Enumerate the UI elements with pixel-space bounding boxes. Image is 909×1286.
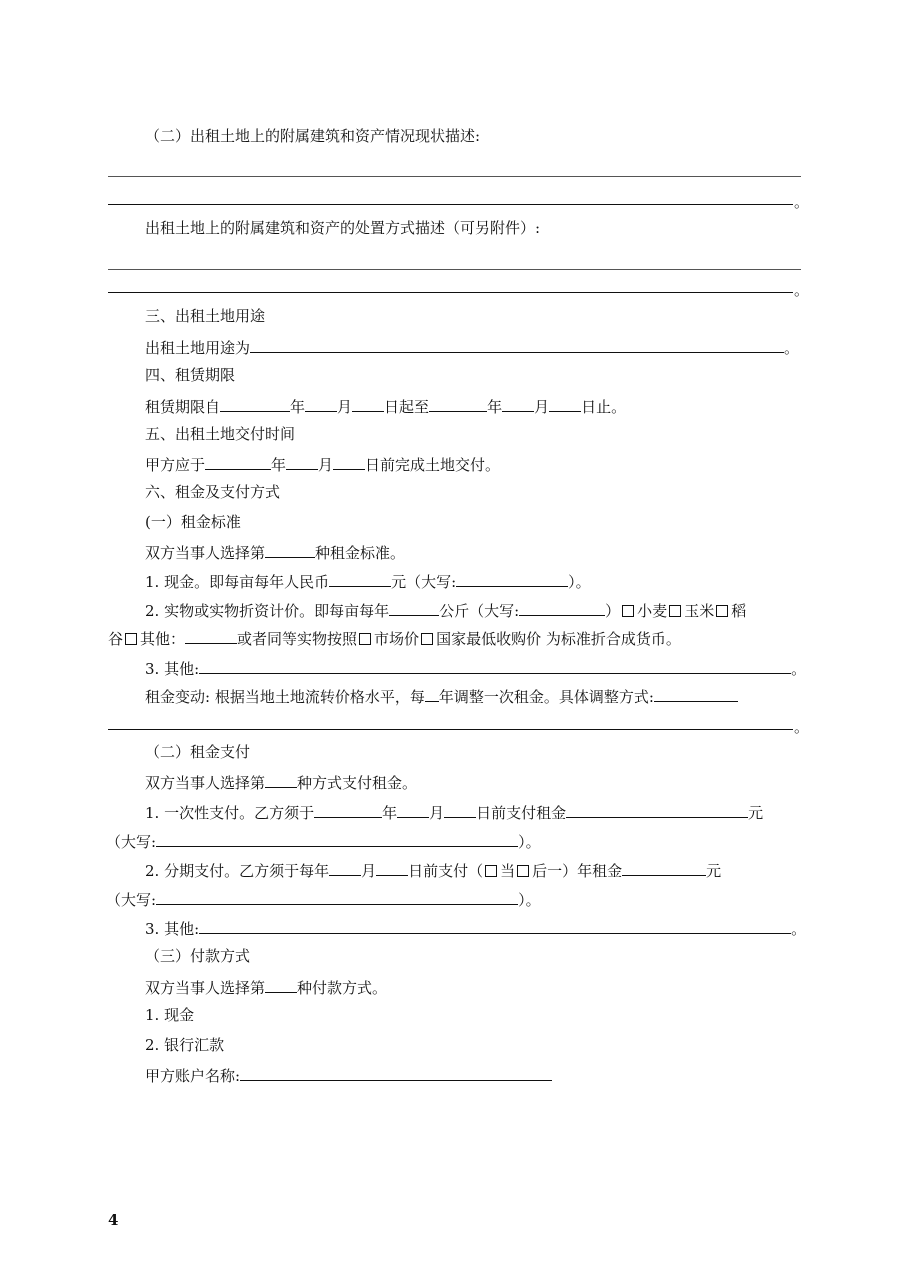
label: 或者同等实物按照 (237, 630, 358, 648)
label: ）。 (518, 891, 541, 909)
label: 租金变动: 根据当地土地流转价格水平，每 (145, 688, 425, 706)
label: 1. 现金。即每亩每年人民币 (145, 573, 330, 591)
other-payment-line (145, 917, 806, 939)
kind-amount-field[interactable] (389, 599, 439, 616)
adjust-method-field[interactable] (654, 685, 738, 702)
section-heading: （二）出租土地上的附属建筑和资产情况现状描述: (145, 127, 481, 145)
current-year-checkbox[interactable] (485, 865, 497, 877)
cash-daxie-field[interactable] (456, 570, 568, 587)
inst-amount-field[interactable] (622, 859, 706, 876)
blank-line[interactable] (108, 292, 793, 293)
cash-rent-line (145, 570, 591, 592)
delivery-day-field[interactable] (333, 453, 365, 470)
inst-daxie-field[interactable] (156, 888, 518, 905)
account-name-field[interactable] (240, 1064, 552, 1081)
delivery-year-field[interactable] (205, 453, 271, 470)
lump-sum-line (145, 801, 763, 823)
label: 国家最低收购价 为标准折合成货币。 (436, 630, 681, 648)
other-payment-field[interactable] (199, 917, 791, 934)
punctuation: 。 (791, 660, 807, 678)
other-crop-field[interactable] (185, 627, 237, 644)
installment-line (145, 859, 721, 881)
label: 3. 其他: (145, 920, 200, 938)
rice-checkbox[interactable] (716, 605, 728, 617)
label: 双方当事人选择第 (145, 979, 266, 997)
label: 稻 (731, 602, 747, 620)
lump-month-field[interactable] (397, 801, 429, 818)
account-name-line (145, 1064, 552, 1086)
label: 双方当事人选择第 (145, 774, 266, 792)
label: 月 (429, 804, 445, 822)
next-year-checkbox[interactable] (517, 865, 529, 877)
label: 公斤（大写: (439, 602, 520, 620)
lump-daxie-field[interactable] (156, 830, 518, 847)
blank-line[interactable] (108, 176, 801, 177)
lease-period-line (145, 395, 626, 417)
label: 年 (487, 398, 503, 416)
wheat-checkbox[interactable] (622, 605, 634, 617)
label: （大写: (106, 891, 157, 909)
in-kind-rent-line (145, 599, 746, 621)
label: 元（大写: (391, 573, 457, 591)
blank-line[interactable] (108, 269, 801, 270)
label: ）。 (568, 573, 591, 591)
cash-amount-field[interactable] (329, 570, 391, 587)
label: 市场价 (374, 630, 420, 648)
label: 甲方应于 (145, 456, 206, 474)
label: 玉米 (684, 602, 715, 620)
section-title: 三、出租土地用途 (145, 307, 266, 325)
label: 年 (290, 398, 306, 416)
disposal-heading: 出租土地上的附属建筑和资产的处置方式描述（可另附件）: (145, 219, 541, 237)
label: （大写: (106, 833, 157, 851)
other-crop-checkbox[interactable] (125, 633, 137, 645)
lump-amount-field[interactable] (566, 801, 748, 818)
delivery-line (145, 453, 500, 475)
label: 日前支付（ (408, 862, 484, 880)
in-kind-rent-line-cont (108, 627, 681, 649)
land-use-field[interactable] (250, 336, 784, 353)
label: 月 (337, 398, 353, 416)
label: 谷 (108, 630, 124, 648)
label: 2. 分期支付。乙方须于每年 (145, 862, 330, 880)
start-year-field[interactable] (220, 395, 290, 412)
punctuation: 。 (791, 920, 807, 938)
punctuation: 。 (794, 718, 810, 736)
payment-choice (145, 771, 417, 793)
delivery-month-field[interactable] (286, 453, 318, 470)
adjust-years-field[interactable] (425, 685, 439, 702)
label: 当 (500, 862, 516, 880)
end-day-field[interactable] (549, 395, 581, 412)
market-price-checkbox[interactable] (359, 633, 371, 645)
label: 种付款方式。 (297, 979, 388, 997)
label: 元 (706, 862, 722, 880)
label: 日止。 (581, 398, 627, 416)
punctuation: 。 (794, 193, 810, 211)
label: 其他： (140, 630, 186, 648)
section-title: 五、出租土地交付时间 (145, 425, 296, 443)
page-number: 4 (108, 1211, 119, 1229)
other-rent-line (145, 657, 806, 679)
corn-checkbox[interactable] (669, 605, 681, 617)
start-month-field[interactable] (305, 395, 337, 412)
rent-standard-choice (145, 541, 405, 563)
label: 小麦 (637, 602, 668, 620)
label: 种方式支付租金。 (297, 774, 418, 792)
kind-daxie-field[interactable] (519, 599, 605, 616)
label: 年调整一次租金。具体调整方式: (438, 688, 654, 706)
label: 双方当事人选择第 (145, 544, 266, 562)
section-title: 四、租赁期限 (145, 366, 236, 384)
subsection-title: (一）租金标准 (145, 513, 241, 531)
lump-year-field[interactable] (314, 801, 382, 818)
punctuation: 。 (784, 339, 800, 357)
end-month-field[interactable] (502, 395, 534, 412)
label: ） (605, 602, 621, 620)
lump-daxie-line (106, 830, 541, 852)
label: ）。 (518, 833, 541, 851)
label: 2. 实物或实物折资计价。即每亩每年 (145, 602, 390, 620)
label: 甲方账户名称: (145, 1067, 241, 1085)
land-use-line (145, 336, 799, 358)
other-rent-field[interactable] (199, 657, 791, 674)
label: 月 (534, 398, 550, 416)
pay-method-field[interactable] (265, 976, 297, 993)
label: 3. 其他: (145, 660, 200, 678)
label: 日前完成土地交付。 (365, 456, 501, 474)
payment-way-field[interactable] (265, 771, 297, 788)
label: 租赁期限自 (145, 398, 221, 416)
section-title: 六、租金及支付方式 (145, 483, 281, 501)
label: 种租金标准。 (315, 544, 406, 562)
inst-month-field[interactable] (329, 859, 361, 876)
subsection-title: （三）付款方式 (145, 947, 251, 965)
label: 日起至 (384, 398, 430, 416)
method-cash: 1. 现金 (145, 1006, 195, 1024)
label: 日前支付租金 (476, 804, 567, 822)
label: 1. 一次性支付。乙方须于 (145, 804, 315, 822)
label: 月 (361, 862, 377, 880)
inst-day-field[interactable] (376, 859, 408, 876)
blank-line[interactable] (108, 204, 793, 205)
label: 后一）年租金 (532, 862, 623, 880)
inst-daxie-line (106, 888, 541, 910)
lump-day-field[interactable] (444, 801, 476, 818)
rent-standard-field[interactable] (265, 541, 315, 558)
method-bank: 2. 银行汇款 (145, 1036, 225, 1054)
punctuation: 。 (794, 281, 810, 299)
end-year-field[interactable] (429, 395, 487, 412)
label: 年 (382, 804, 398, 822)
subsection-title: （二）租金支付 (145, 743, 251, 761)
pay-method-choice (145, 976, 387, 998)
national-price-checkbox[interactable] (421, 633, 433, 645)
label: 月 (318, 456, 334, 474)
rent-change-line (145, 685, 738, 707)
label: 年 (271, 456, 287, 474)
label: 元 (748, 804, 764, 822)
start-day-field[interactable] (352, 395, 384, 412)
blank-line[interactable] (108, 729, 793, 730)
label: 出租土地用途为 (145, 339, 251, 357)
